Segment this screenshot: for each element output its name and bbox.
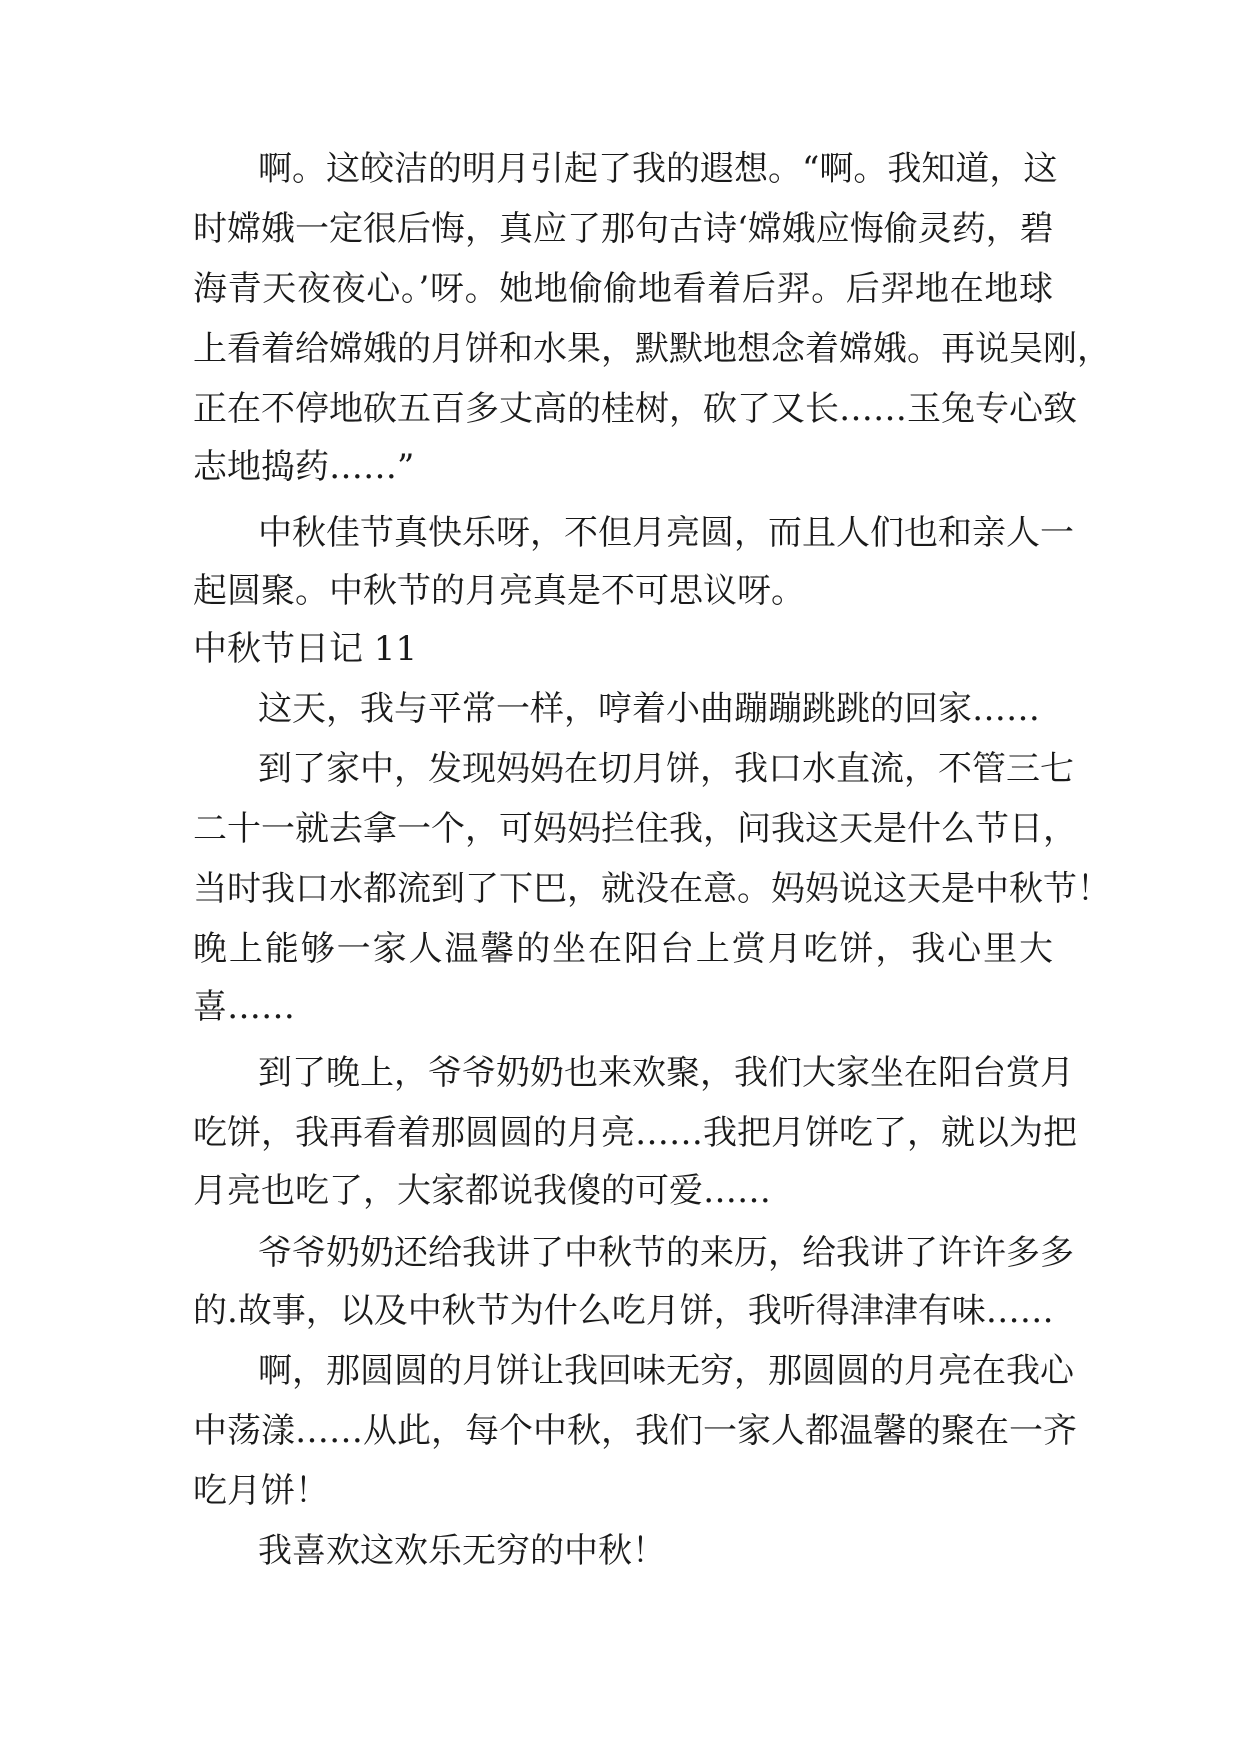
text-line: 上看着给嫦娥的月饼和水果，默默地想念着嫦娥。再说吴刚， xyxy=(193,329,1111,369)
text-line: 我喜欢这欢乐无穷的中秋！ xyxy=(258,1531,666,1571)
text-line: 时嫦娥一定很后悔，真应了那句古诗‘嫦娥应悔偷灵药，碧 xyxy=(193,209,1054,249)
text-line: 志地捣药……” xyxy=(193,447,415,487)
text-line: 啊，那圆圆的月饼让我回味无穷，那圆圆的月亮在我心 xyxy=(258,1351,1074,1391)
text-line: 到了晚上，爷爷奶奶也来欢聚，我们大家坐在阳台赏月 xyxy=(258,1053,1074,1093)
text-line: 喜…… xyxy=(193,987,295,1027)
text-line: 晚上能够一家人温馨的坐在阳台上赏月吃饼，我心里大 xyxy=(193,929,1053,969)
text-line: 二十一就去拿一个，可妈妈拦住我，问我这天是什么节日， xyxy=(193,809,1077,849)
text-line: 爷爷奶奶还给我讲了中秋节的来历，给我讲了许许多多 xyxy=(258,1233,1074,1273)
text-line: 中荡漾……从此，每个中秋，我们一家人都温馨的聚在一齐 xyxy=(193,1411,1077,1451)
text-line: 起圆聚。中秋节的月亮真是不可思议呀。 xyxy=(193,571,805,611)
text-line: 啊。这皎洁的明月引起了我的遐想。“啊。我知道，这 xyxy=(258,149,1058,189)
text-line: 的.故事，以及中秋节为什么吃月饼，我听得津津有味…… xyxy=(193,1291,1054,1331)
text-line: 月亮也吃了，大家都说我傻的可爱…… xyxy=(193,1171,771,1211)
text-line: 吃月饼！ xyxy=(193,1471,329,1511)
text-line: 中秋佳节真快乐呀，不但月亮圆，而且人们也和亲人一 xyxy=(258,513,1074,553)
section-heading: 中秋节日记 11 xyxy=(193,629,418,669)
text-line: 海青天夜夜心。’呀。她地偷偷地看着后羿。后羿地在地球 xyxy=(193,269,1053,309)
text-line: 当时我口水都流到了下巴，就没在意。妈妈说这天是中秋节！ xyxy=(193,869,1111,909)
text-line: 这天，我与平常一样，哼着小曲蹦蹦跳跳的回家…… xyxy=(258,689,1040,729)
text-line: 吃饼，我再看着那圆圆的月亮……我把月饼吃了，就以为把 xyxy=(193,1113,1077,1153)
text-line: 到了家中，发现妈妈在切月饼，我口水直流，不管三七 xyxy=(258,749,1074,789)
text-line: 正在不停地砍五百多丈高的桂树，砍了又长……玉兔专心致 xyxy=(193,389,1077,429)
